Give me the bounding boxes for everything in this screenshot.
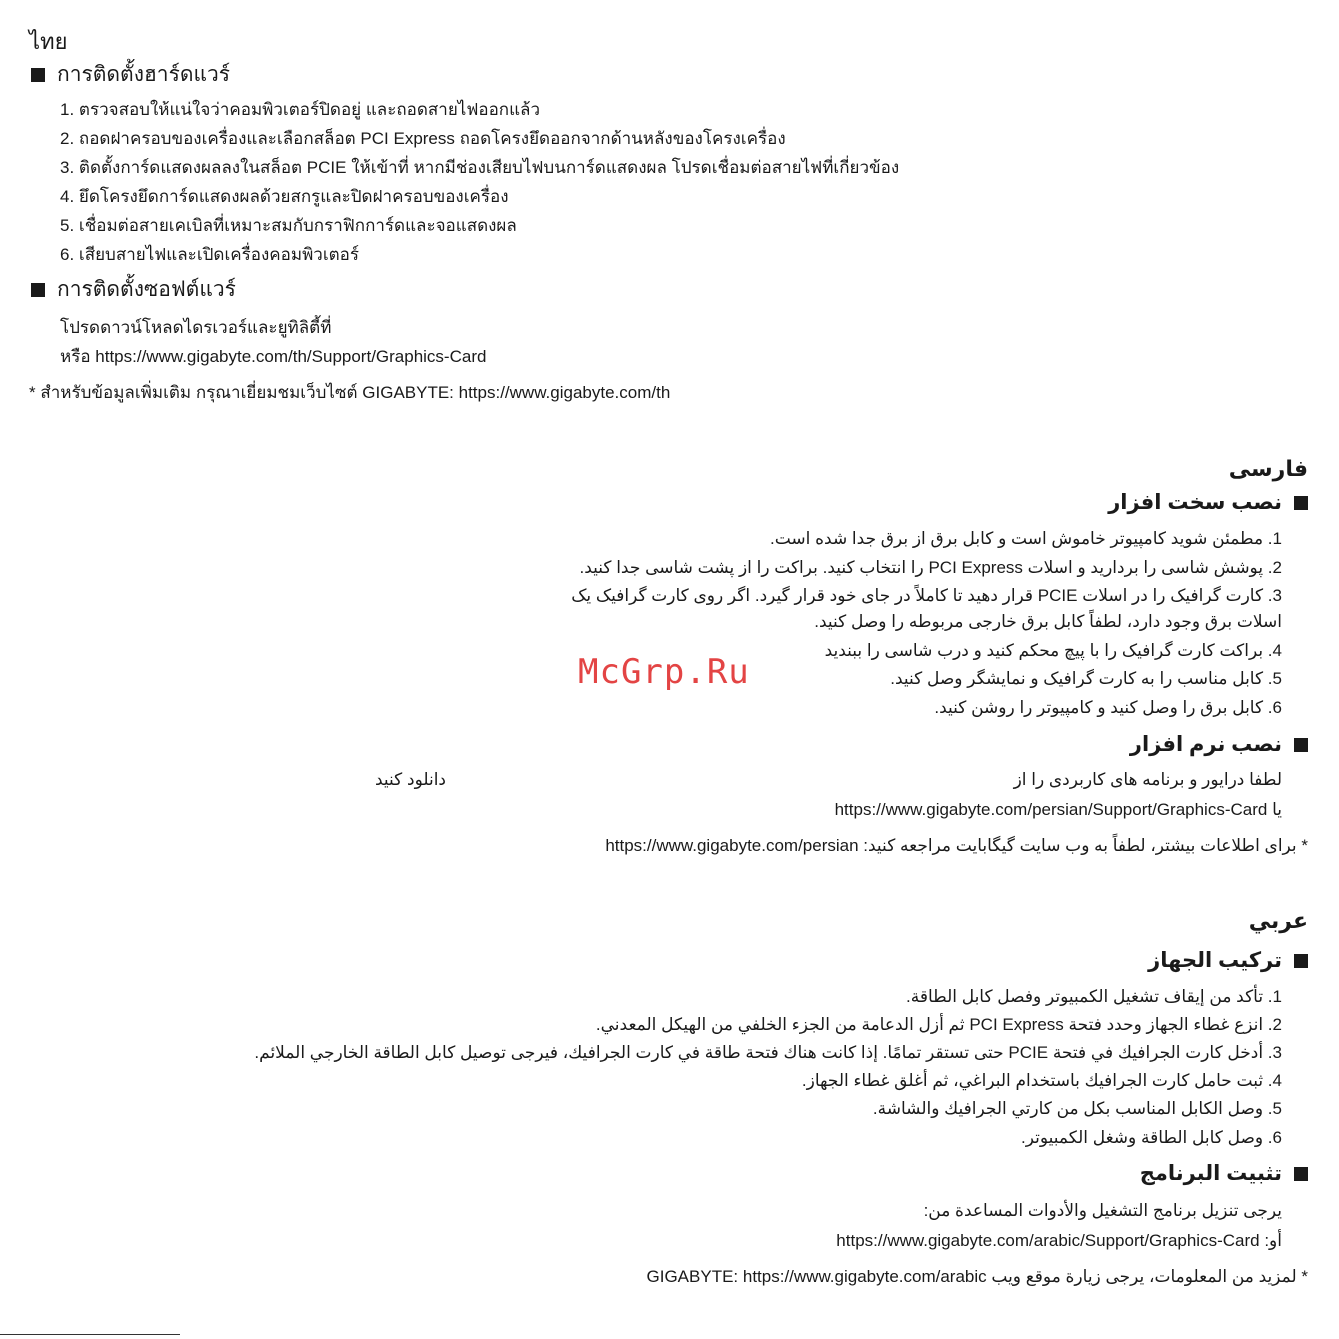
thai-software-line-1: โปรดดาวน์โหลดไดรเวอร์และยูทิลิตี้ที่ xyxy=(60,318,332,337)
persian-hw-step-2: 2. پوشش شاسی را بردارید و اسلات PCI Express را انتخاب کنید. براکت را از پشت شاسی جدا کنید. xyxy=(579,558,1282,577)
arabic-hw-step-2: 2. انزع غطاء الجهاز وحدد فتحة PCI Express ثم أزل الدعامة من الجزء الخلفي من الهيكل المعدني. xyxy=(595,1015,1282,1034)
arabic-software-line-2[interactable]: أو: https://www.gigabyte.com/arabic/Support/Graphics-Card xyxy=(836,1231,1282,1250)
footer-divider xyxy=(0,1334,180,1335)
thai-software-line-2[interactable]: หรือ https://www.gigabyte.com/th/Support/Graphics-Card xyxy=(60,347,487,366)
persian-software-line-2[interactable]: یا https://www.gigabyte.com/persian/Support/Graphics-Card xyxy=(834,800,1282,819)
persian-hw-step-3: 3. کارت گرافیک را در اسلات PCIE قرار دهید تا کاملاً در جای خود قرار گیرد. اگر روی کارت گرافیک یک xyxy=(571,586,1282,605)
bullet-square-icon xyxy=(31,68,45,82)
thai-software-heading xyxy=(31,273,236,306)
bullet-square-icon xyxy=(1294,496,1308,510)
persian-hw-step-4: 4. براکت کارت گرافیک را با پیچ محکم کنید و درب شاسی را ببندید xyxy=(824,641,1282,660)
persian-hw-step-5: 5. کابل مناسب را به کارت گرافیک و نمایشگر وصل کنید. xyxy=(890,669,1282,688)
persian-hw-step-1: 1. مطمئن شوید کامپیوتر خاموش است و کابل برق از برق جدا شده است. xyxy=(770,529,1282,548)
persian-language-title: فارسی xyxy=(1228,456,1308,481)
thai-hw-step-4: 4. ยึดโครงยึดการ์ดแสดงผลด้วยสกรูและปิดฝาครอบของเครื่อง xyxy=(60,187,509,206)
bullet-square-icon xyxy=(1294,954,1308,968)
arabic-hw-step-5: 5. وصل الكابل المناسب بكل من كارتي الجرافيك والشاشة. xyxy=(872,1099,1282,1118)
arabic-language-title: عربي xyxy=(1248,908,1308,933)
bullet-square-icon xyxy=(31,283,45,297)
persian-hw-step-3-cont: اسلات برق وجود دارد، لطفاً کابل برق خارجی مربوطه را وصل کنید. xyxy=(814,612,1282,631)
thai-note: * สำหรับข้อมูลเพิ่มเติม กรุณาเยี่ยมชมเว็บไซต์ GIGABYTE: https://www.gigabyte.com/th xyxy=(29,383,671,402)
thai-hw-step-5: 5. เชื่อมต่อสายเคเบิลที่เหมาะสมกับกราฟิกการ์ดและจอแสดงผล xyxy=(60,216,517,235)
arabic-hardware-heading xyxy=(1148,948,1308,973)
bullet-square-icon xyxy=(1294,738,1308,752)
thai-hw-step-1: 1. ตรวจสอบให้แน่ใจว่าคอมพิวเตอร์ปิดอยู่ และถอดสายไฟออกแล้ว xyxy=(60,100,541,119)
persian-hardware-heading xyxy=(1108,490,1308,515)
thai-hw-step-6: 6. เสียบสายไฟและเปิดเครื่องคอมพิวเตอร์ xyxy=(60,245,360,264)
arabic-software-line-1: يرجى تنزيل برنامج التشغيل والأدوات المساعدة من: xyxy=(923,1201,1282,1220)
persian-software-line-1a: لطفا درایور و برنامه های کاربردی را از xyxy=(1013,770,1282,789)
thai-hardware-heading-text: การติดตั้งฮาร์ดแวร์ xyxy=(57,63,231,86)
bullet-square-icon xyxy=(1294,1167,1308,1181)
arabic-software-heading-text: تثبيت البرنامج xyxy=(1139,1162,1282,1185)
arabic-hw-step-3: 3. أدخل كارت الجرافيك في فتحة PCIE حتى تستقر تمامًا. إذا كانت هناك فتحة طاقة في كارت الجرافيك، فيرجى توصيل كابل الطاقة الخارجي الملائم. xyxy=(254,1043,1282,1062)
arabic-hardware-heading-text: تركيب الجهاز xyxy=(1148,949,1282,972)
persian-note: * برای اطلاعات بیشتر، لطفاً به وب سایت گیگابایت مراجعه کنید: https://www.gigabyte.com/persian xyxy=(605,836,1308,855)
watermark-text: McGrp.Ru xyxy=(578,652,750,692)
arabic-note: * لمزيد من المعلومات، يرجى زيارة موقع ويب GIGABYTE: https://www.gigabyte.com/arabic xyxy=(646,1267,1308,1286)
arabic-hw-step-6: 6. وصل كابل الطاقة وشغل الكمبيوتر. xyxy=(1021,1128,1282,1147)
persian-hardware-heading-text: نصب سخت افزار xyxy=(1108,491,1282,514)
arabic-hw-step-1: 1. تأكد من إيقاف تشغيل الكمبيوتر وفصل كابل الطاقة. xyxy=(905,987,1282,1006)
thai-hw-step-3: 3. ติดตั้งการ์ดแสดงผลลงในสล็อต PCIE ให้เข้าที่ หากมีช่องเสียบไฟบนการ์ดแสดงผล โปรดเชื่อมต่อสายไฟที่เกี่ยวข้อง xyxy=(60,158,900,177)
persian-software-heading xyxy=(1130,732,1308,757)
persian-hw-step-6: 6. کابل برق را وصل کنید و کامپیوتر را روشن کنید. xyxy=(934,698,1282,717)
persian-software-line-1b: دانلود کنید xyxy=(375,770,447,789)
arabic-software-heading xyxy=(1140,1161,1308,1186)
thai-hardware-heading xyxy=(31,58,230,91)
persian-software-heading-text: نصب نرم افزار xyxy=(1129,733,1282,756)
thai-software-heading-text: การติดตั้งซอฟต์แวร์ xyxy=(57,278,236,301)
arabic-hw-step-4: 4. ثبت حامل كارت الجرافيك باستخدام البراغي، ثم أغلق غطاء الجهاز. xyxy=(801,1071,1282,1090)
thai-language-title: ไทย xyxy=(29,29,68,54)
thai-hw-step-2: 2. ถอดฝาครอบของเครื่องและเลือกสล็อต PCI Express ถอดโครงยึดออกจากด้านหลังของโครงเครื่อง xyxy=(60,129,786,148)
